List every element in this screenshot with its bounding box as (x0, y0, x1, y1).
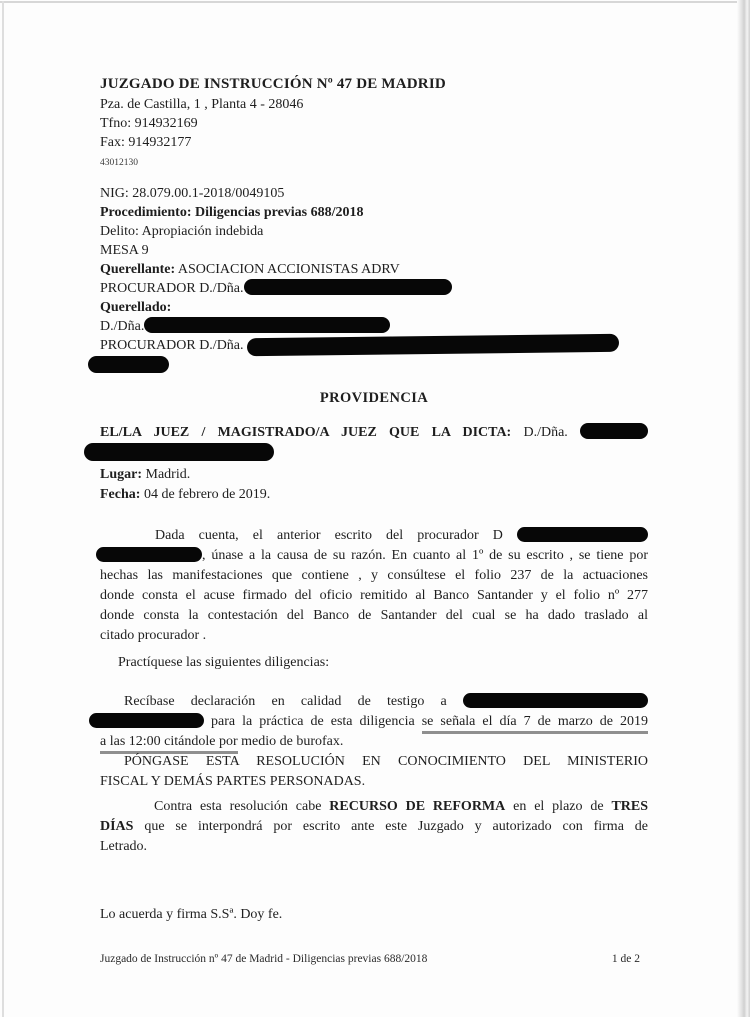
paragraph-line: Practíquese las siguientes diligencias: (118, 655, 330, 670)
judge-prefix: D./Dña. (523, 425, 568, 440)
paragraph-line (100, 712, 648, 732)
place-line (100, 465, 648, 485)
page-edge-top (0, 1, 744, 3)
underlined-hearing-time: a las 12:00 citándole por (100, 734, 238, 754)
judge-label: EL/LA JUEZ / MAGISTRADO/A JUEZ QUE LA DICTA: (100, 425, 512, 440)
redaction-bar (89, 713, 204, 728)
querellado-line (100, 317, 648, 336)
paragraph-line (100, 732, 648, 752)
paragraph-line: hechas las manifestaciones que contiene , y consúltese el folio 237 de la actuaciones (100, 568, 648, 583)
recurso-de-reforma-bold: RECURSO DE REFORMA (329, 799, 506, 814)
document-title: PROVIDENCIA (319, 390, 429, 406)
text-run: Recíbase declaración en calidad de testigo a (124, 694, 447, 709)
paragraph-line (100, 817, 648, 837)
paragraph-recurso (100, 797, 648, 857)
redaction-bar (88, 356, 169, 373)
text-run: que se interpondrá por escrito ante este Juzgado y autorizado con firma de (144, 819, 648, 834)
court-fax: Fax: 914932177 (100, 135, 192, 150)
page-footer (100, 953, 648, 965)
paragraph-dada-cuenta (100, 526, 648, 646)
paragraph-line (100, 692, 648, 712)
case-nig: NIG: 28.079.00.1-2018/0049105 (100, 186, 285, 201)
text-run: , únase a la causa de su razón. En cuanto al 1º de su escrito , se tiene por (202, 548, 648, 563)
paragraph-line: donde consta el acuse firmado del oficio remitido al Banco Santander y el folio nº 277 (100, 588, 648, 603)
footer-case-reference: Juzgado de Instrucción nº 47 de Madrid - Diligencias previas 688/2018 (100, 953, 428, 965)
procurador-querellante-line (100, 279, 648, 298)
text-run: medio de burofax. (241, 734, 344, 749)
paragraph-line: citado procurador . (100, 628, 207, 643)
querellado-label: Querellado: (100, 300, 172, 315)
case-desk: MESA 9 (100, 243, 149, 258)
underlined-hearing-date: se señala el día 7 de marzo de 2019 (422, 714, 648, 734)
redaction-bar (96, 547, 202, 562)
place-label: Lugar: (100, 467, 142, 482)
paragraph-practiquese (100, 653, 648, 673)
case-crime: Delito: Apropiación indebida (100, 224, 264, 239)
procurador-label: PROCURADOR D./Dña. (100, 281, 244, 296)
redaction-bar (517, 527, 648, 542)
paragraph-line: PÓNGASE ESTA RESOLUCIÓN EN CONOCIMIENTO DEL MINISTERIO (124, 754, 648, 769)
dias-bold: DÍAS (100, 819, 134, 834)
text-run: en el plazo de (513, 799, 604, 814)
paragraph-line: FISCAL Y DEMÁS PARTES PERSONADAS. (100, 774, 366, 789)
paragraph-pongase (100, 752, 648, 792)
text-run: Dada cuenta, el anterior escrito del procurador D (155, 528, 503, 543)
court-phone: Tfno: 914932169 (100, 116, 198, 131)
page-edge-left (2, 1, 4, 1017)
paragraph-line (100, 546, 648, 566)
judge-block (100, 423, 648, 505)
court-ref-code: 43012130 (100, 158, 138, 168)
document-content (100, 74, 648, 925)
querellante-line (100, 260, 648, 279)
paragraph-line: Letrado. (100, 839, 148, 854)
redaction-bar (580, 423, 648, 439)
case-procedure: Procedimiento: Diligencias previas 688/2018 (100, 205, 364, 220)
date-line (100, 485, 648, 505)
judge-line (100, 423, 648, 443)
paragraph-line (100, 797, 648, 817)
redaction-bar (84, 443, 274, 461)
paragraph-recibase (100, 692, 648, 752)
paragraph-line: Lo acuerda y firma S.Sª. Doy fe. (100, 907, 283, 922)
text-run: para la práctica de esta diligencia (211, 714, 415, 729)
procurador-querellado-line (100, 336, 648, 355)
place-value: Madrid. (145, 467, 191, 482)
page-edge-right (737, 0, 750, 1017)
case-info-block (100, 184, 648, 373)
paragraph-firma (100, 905, 648, 925)
paragraph-line (100, 526, 648, 546)
querellante-value: ASOCIACION ACCIONISTAS ADRV (177, 262, 400, 277)
court-header (100, 74, 648, 170)
date-label: Fecha: (100, 487, 141, 502)
redaction-bar (244, 279, 452, 295)
redaction-bar (144, 317, 390, 333)
tres-bold: TRES (611, 799, 649, 814)
procurador-label: PROCURADOR D./Dña. (100, 338, 244, 353)
querellado-prefix: D./Dña. (100, 319, 145, 334)
court-name: JUZGADO DE INSTRUCCIÓN Nº 47 DE MADRID (100, 76, 446, 92)
redaction-bar (463, 693, 648, 708)
redaction-bar (247, 334, 619, 357)
court-address: Pza. de Castilla, 1 , Planta 4 - 28046 (100, 97, 304, 112)
date-value: 04 de febrero de 2019. (143, 487, 271, 502)
querellante-label: Querellante: (100, 262, 176, 277)
text-run: Contra esta resolución cabe (154, 799, 322, 814)
footer-page-number: 1 de 2 (611, 953, 640, 965)
paragraph-line: donde consta la contestación del Banco de Santander del cual se ha dado traslado al (100, 608, 648, 623)
judge-name-redacted-line (100, 443, 648, 465)
